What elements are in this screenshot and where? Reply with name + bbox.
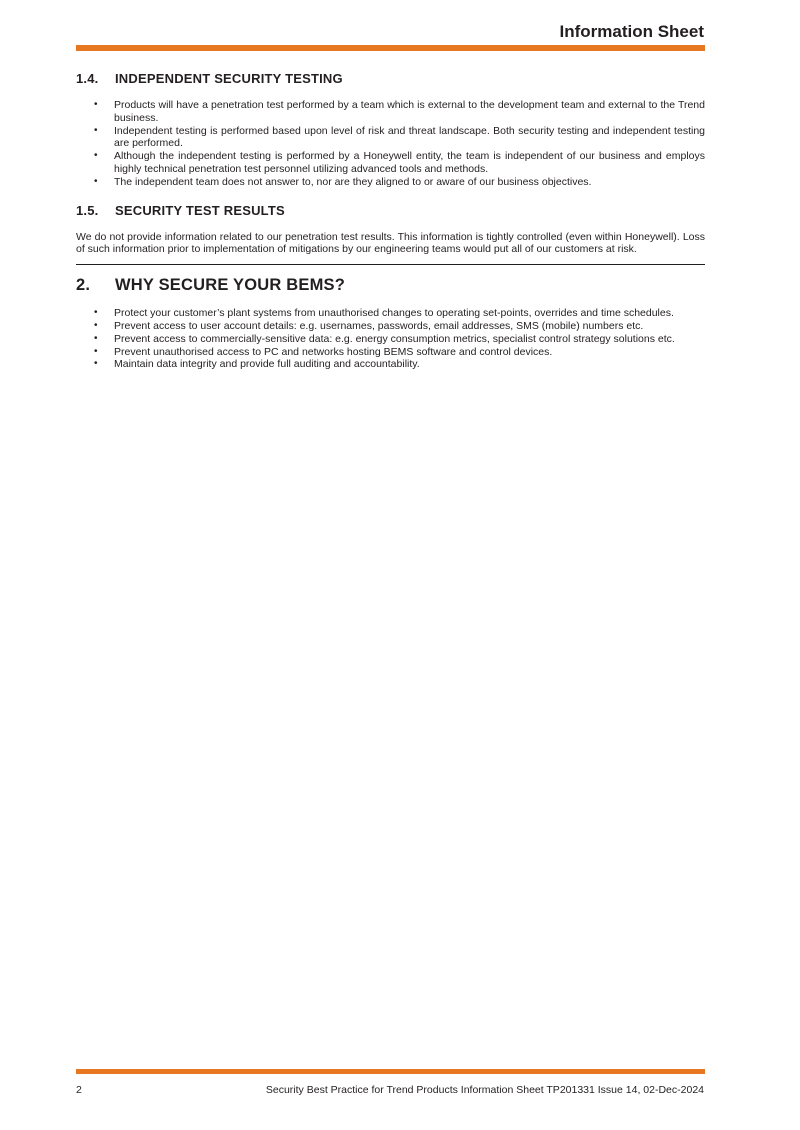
list-item: • Prevent unauthorised access to PC and networks hosting BEMS software and control devices.	[94, 345, 553, 358]
section-2-heading	[76, 275, 705, 295]
page-content	[76, 71, 705, 371]
section-1-5-paragraph: We do not provide information related to our penetration test results. This information is tightly controlled (even within Honeywell). Loss of such information prior to implementation of mitigations by our engineering teams would put all of our customers at risk.	[76, 230, 705, 256]
bullet-icon: •	[94, 345, 98, 357]
bullet-icon: •	[94, 175, 98, 187]
bullet-icon: •	[94, 307, 98, 319]
list-item: • The independent team does not answer to, nor are they aligned to or aware of our business objectives.	[94, 175, 592, 188]
list-item: • Products will have a penetration test performed by a team which is external to the development team and external to the Trend business.	[94, 99, 705, 124]
section-number: 1.4.	[76, 71, 99, 86]
footer-document-info: Security Best Practice for Trend Products Information Sheet TP201331 Issue 14, 02-Dec-2024	[265, 1084, 704, 1096]
list-item: • Although the independent testing is performed by a Honeywell entity, the team is independent of our business and employs highly technical penetration test personnel utilizing advanced tools and methods.	[94, 150, 705, 175]
section-title: INDEPENDENT SECURITY TESTING	[115, 71, 343, 86]
bullet-icon: •	[94, 150, 98, 162]
header-accent-bar	[76, 45, 705, 51]
section-number: 1.5.	[76, 202, 99, 218]
list-item: • Protect your customer’s plant systems from unauthorised changes to operating set-points, overrides and time schedules.	[94, 307, 674, 320]
section-number: 2.	[76, 276, 91, 295]
footer-page-number: 2	[76, 1084, 82, 1096]
section-title: WHY SECURE YOUR BEMS?	[115, 276, 346, 295]
section-title: SECURITY TEST RESULTS	[115, 202, 285, 218]
list-item: • Prevent access to user account details: e.g. usernames, passwords, email addresses, SMS (mobile) numbers etc.	[94, 319, 644, 332]
section-1-5-heading	[76, 203, 705, 219]
section-1-4-heading	[76, 71, 705, 87]
list-item: • Prevent access to commercially-sensitive data: e.g. energy consumption metrics, specialist control strategy solutions etc.	[94, 332, 675, 345]
bullet-icon: •	[94, 124, 98, 136]
bullet-icon: •	[94, 319, 98, 331]
section-2-list	[76, 307, 705, 371]
footer-accent-bar	[76, 1069, 705, 1074]
bullet-icon: •	[94, 332, 98, 344]
bullet-icon: •	[94, 358, 98, 370]
section-divider	[76, 264, 705, 265]
bullet-icon: •	[94, 99, 98, 110]
header-title: Information Sheet	[559, 22, 704, 41]
section-1-4-list	[76, 99, 705, 189]
list-item: • Maintain data integrity and provide full auditing and accountability.	[94, 358, 420, 371]
list-item: • Independent testing is performed based upon level of risk and threat landscape. Both security testing and independent testing are performed.	[94, 124, 705, 150]
